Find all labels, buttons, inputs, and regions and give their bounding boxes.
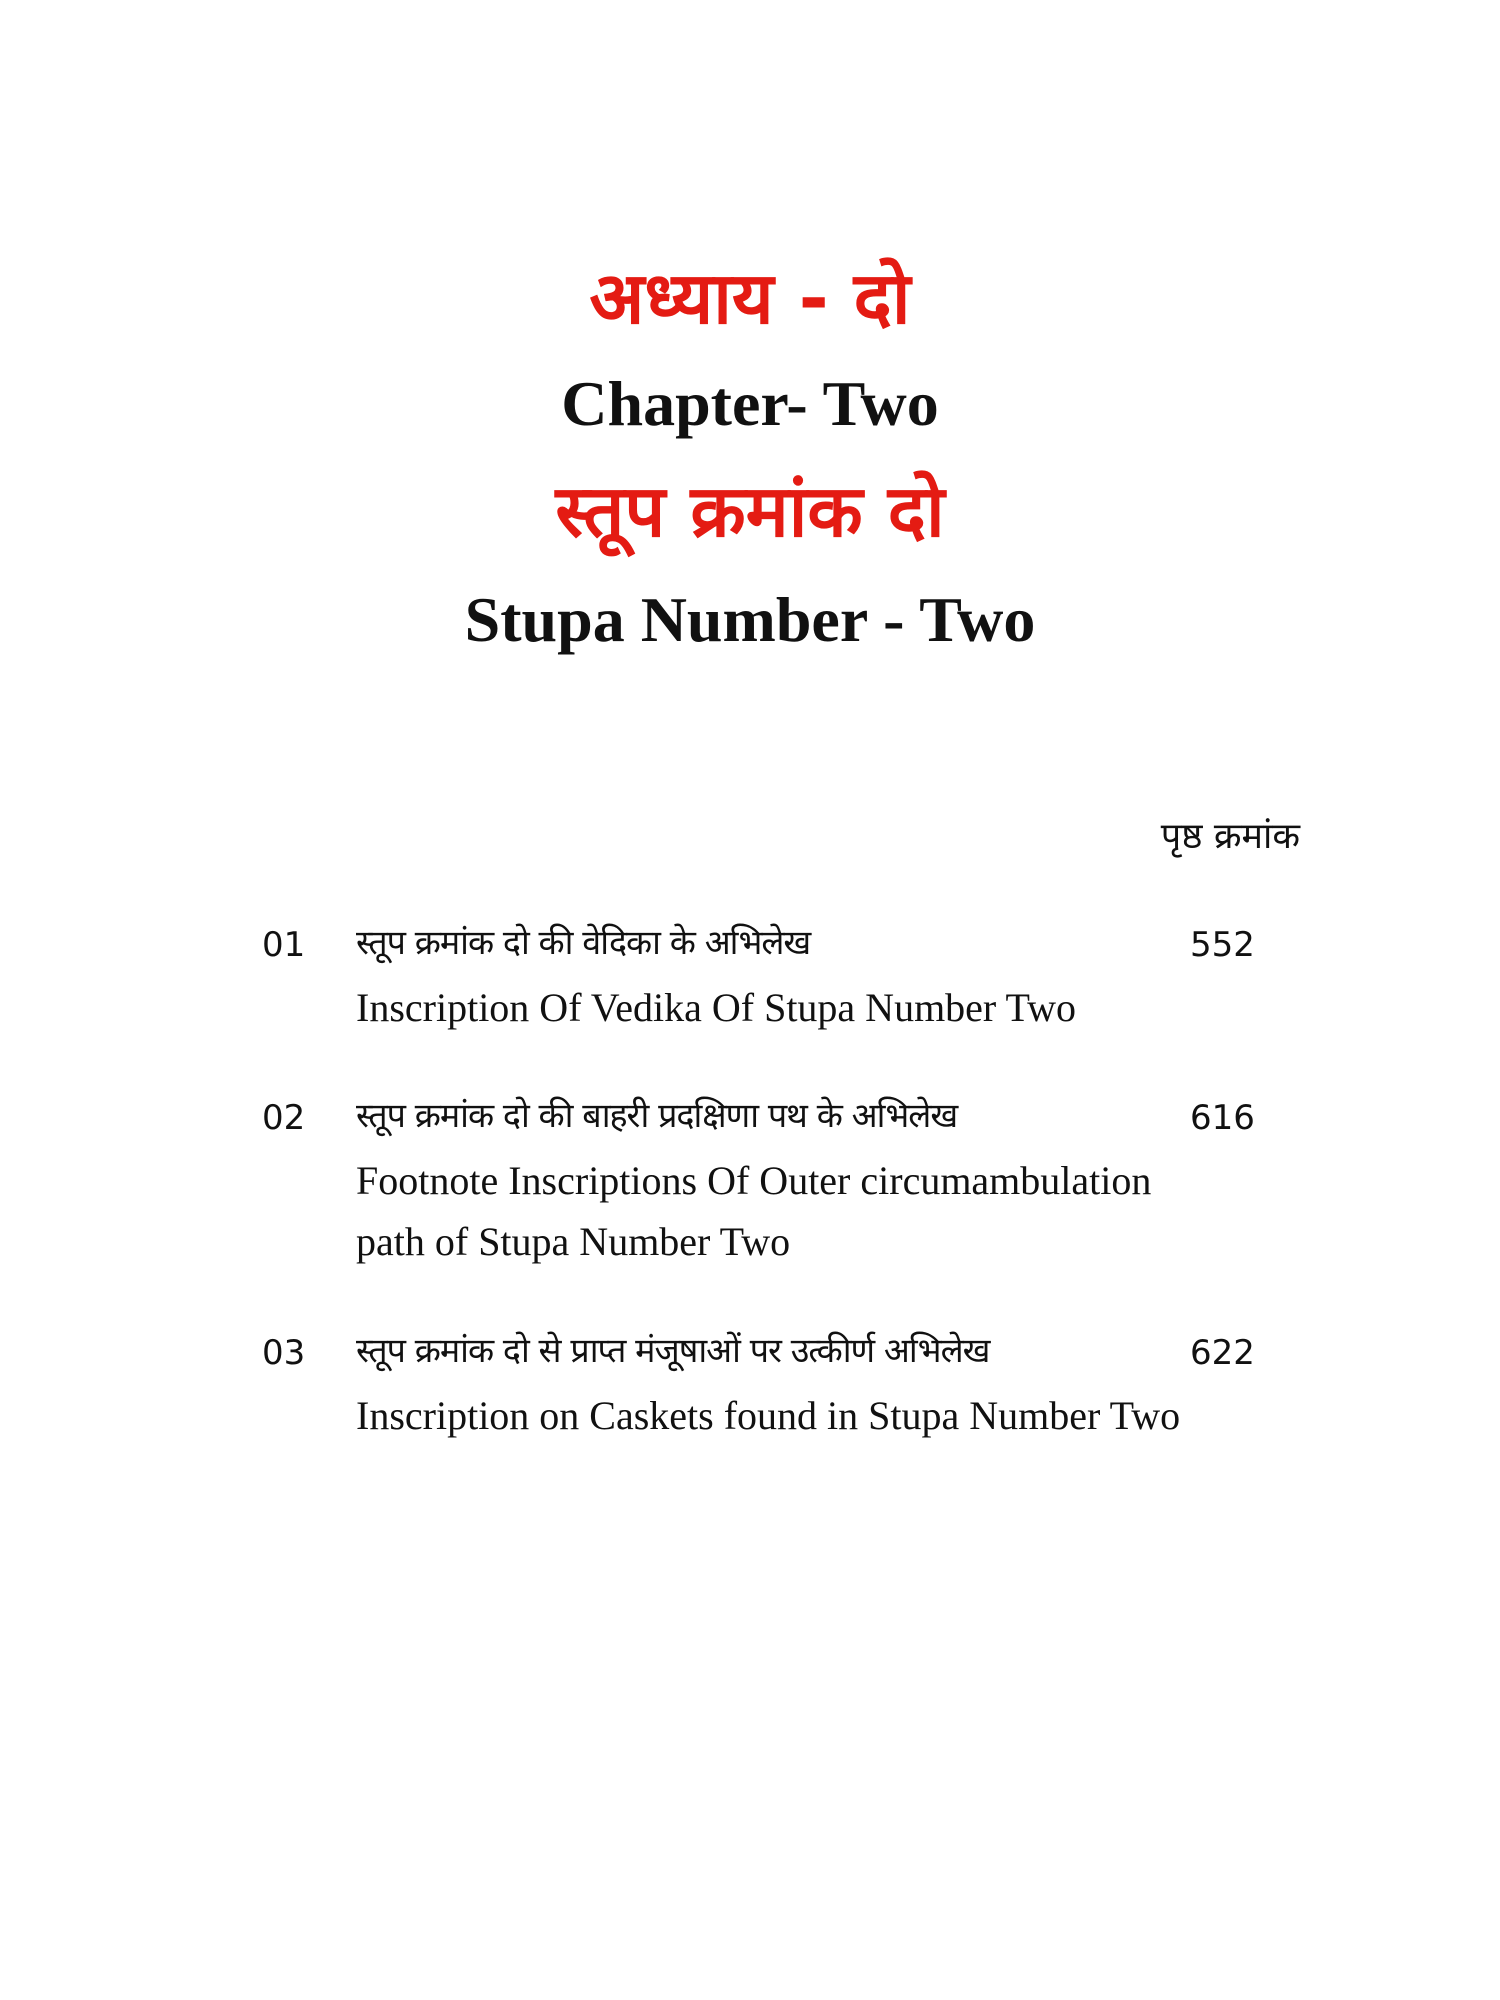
section-title-hindi: स्तूप क्रमांक दो	[555, 469, 945, 553]
section-title-english: Stupa Number - Two	[464, 584, 1036, 655]
toc-entry-number: 02	[262, 1098, 306, 1138]
toc-entry-page: 552	[1190, 925, 1255, 965]
toc-entry-title-hindi: स्तूप क्रमांक दो की बाहरी प्रदक्षिणा पथ के अभिलेख	[356, 1096, 958, 1136]
toc-entry-title-english: Inscription Of Vedika Of Stupa Number Two	[356, 985, 1077, 1030]
toc-entry-title-hindi: स्तूप क्रमांक दो की वेदिका के अभिलेख	[356, 923, 811, 963]
page-number-column-label: पृष्ठ क्रमांक	[1160, 816, 1300, 857]
toc-entry-title-english: Footnote Inscriptions Of Outer circumambulation path of Stupa Number Two	[356, 1158, 1152, 1264]
toc-entry-title-english: Inscription on Caskets found in Stupa Number Two	[356, 1393, 1181, 1438]
toc-entry-page: 622	[1190, 1333, 1255, 1373]
toc-entry-number: 03	[262, 1333, 306, 1373]
toc-entry	[0, 1098, 1500, 1298]
chapter-heading-hindi: अध्याय - दो	[589, 256, 911, 340]
toc-entry	[0, 1333, 1500, 1533]
chapter-heading-english: Chapter- Two	[561, 368, 939, 439]
toc-entry-number: 01	[262, 925, 306, 965]
toc-entry-title-hindi: स्तूप क्रमांक दो से प्राप्त मंजूषाओं पर उत्कीर्ण अभिलेख	[356, 1331, 990, 1371]
toc-entry-page: 616	[1190, 1098, 1255, 1138]
